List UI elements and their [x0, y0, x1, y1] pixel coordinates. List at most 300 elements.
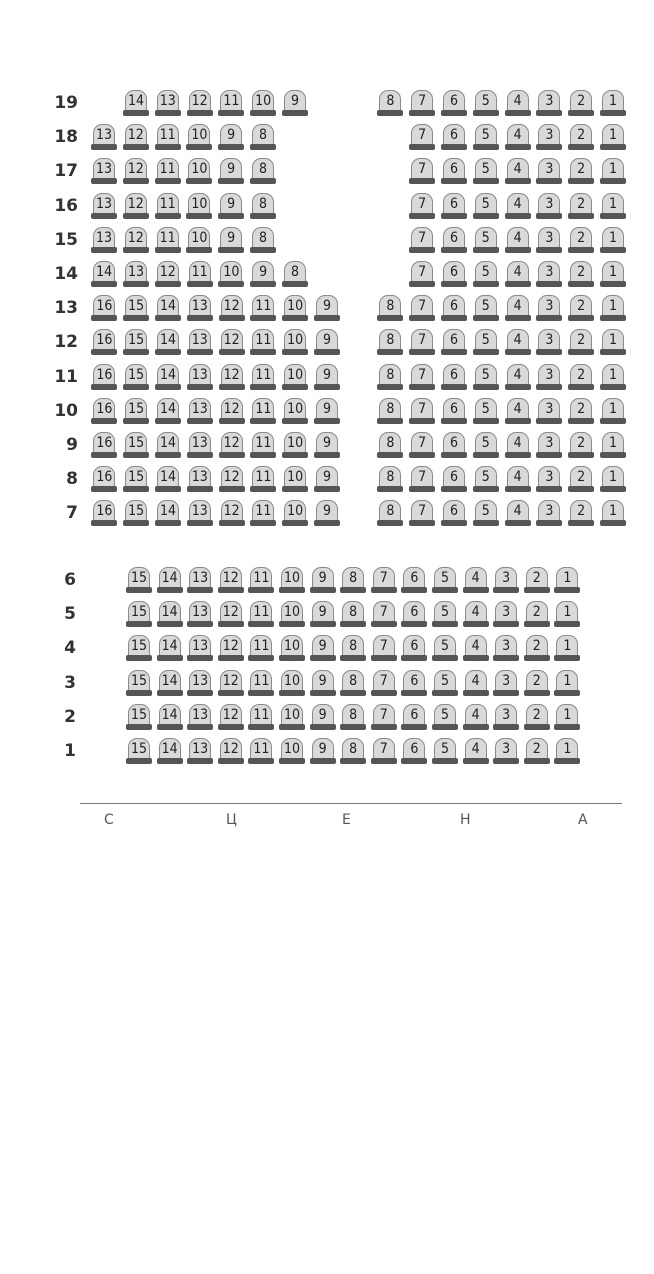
seat[interactable]	[473, 90, 499, 116]
seat[interactable]	[282, 329, 308, 355]
seat[interactable]	[123, 124, 149, 150]
seat[interactable]	[155, 432, 181, 458]
seat[interactable]	[155, 500, 181, 526]
seat[interactable]	[505, 295, 531, 321]
seat[interactable]	[473, 329, 499, 355]
seat[interactable]	[250, 329, 276, 355]
seat[interactable]	[409, 90, 435, 116]
seat[interactable]	[473, 364, 499, 390]
seat[interactable]	[91, 158, 117, 184]
seat[interactable]	[282, 90, 308, 116]
seat[interactable]	[568, 500, 594, 526]
seat[interactable]	[568, 90, 594, 116]
seat[interactable]	[126, 670, 152, 696]
seat[interactable]	[401, 738, 427, 764]
seat[interactable]	[409, 227, 435, 253]
seat[interactable]	[314, 398, 340, 424]
seat[interactable]	[219, 466, 245, 492]
seat[interactable]	[187, 90, 213, 116]
seat[interactable]	[218, 738, 244, 764]
seat[interactable]	[248, 738, 274, 764]
seat[interactable]	[186, 158, 212, 184]
seat[interactable]	[377, 364, 403, 390]
seat[interactable]	[250, 261, 276, 287]
seat[interactable]	[568, 364, 594, 390]
seat[interactable]	[441, 193, 467, 219]
seat[interactable]	[493, 601, 519, 627]
seat[interactable]	[441, 158, 467, 184]
seat[interactable]	[123, 500, 149, 526]
seat[interactable]	[524, 704, 550, 730]
seat[interactable]	[463, 738, 489, 764]
seat[interactable]	[554, 601, 580, 627]
seat[interactable]	[219, 329, 245, 355]
seat[interactable]	[219, 500, 245, 526]
seat[interactable]	[123, 90, 149, 116]
seat[interactable]	[473, 295, 499, 321]
seat[interactable]	[310, 704, 336, 730]
seat[interactable]	[187, 364, 213, 390]
seat[interactable]	[371, 635, 397, 661]
seat[interactable]	[155, 466, 181, 492]
seat[interactable]	[123, 364, 149, 390]
seat[interactable]	[371, 704, 397, 730]
seat[interactable]	[218, 704, 244, 730]
seat[interactable]	[536, 295, 562, 321]
seat[interactable]	[441, 329, 467, 355]
seat[interactable]	[218, 124, 244, 150]
seat-number: 1	[608, 400, 617, 417]
seat[interactable]	[371, 601, 397, 627]
seat[interactable]	[123, 227, 149, 253]
seat[interactable]	[314, 466, 340, 492]
seat[interactable]	[524, 670, 550, 696]
seat[interactable]	[432, 635, 458, 661]
seat[interactable]	[91, 193, 117, 219]
seat[interactable]	[377, 90, 403, 116]
seat[interactable]	[187, 500, 213, 526]
seat[interactable]	[401, 567, 427, 593]
seat[interactable]	[310, 567, 336, 593]
seat[interactable]	[314, 329, 340, 355]
seat[interactable]	[126, 635, 152, 661]
seat[interactable]	[187, 670, 213, 696]
seat[interactable]	[536, 500, 562, 526]
seat[interactable]	[377, 398, 403, 424]
seat[interactable]	[524, 635, 550, 661]
seat[interactable]	[126, 738, 152, 764]
seat[interactable]	[91, 124, 117, 150]
seat[interactable]	[524, 738, 550, 764]
seat-base	[409, 213, 435, 219]
seat[interactable]	[91, 295, 117, 321]
seat[interactable]	[568, 158, 594, 184]
seat[interactable]	[282, 261, 308, 287]
seat[interactable]	[568, 398, 594, 424]
seat[interactable]	[493, 670, 519, 696]
seat[interactable]	[91, 227, 117, 253]
seat[interactable]	[219, 432, 245, 458]
seat[interactable]	[473, 124, 499, 150]
seat[interactable]	[473, 466, 499, 492]
seat[interactable]	[123, 193, 149, 219]
seat[interactable]	[371, 670, 397, 696]
seat[interactable]	[155, 364, 181, 390]
seat[interactable]	[505, 329, 531, 355]
seat[interactable]	[187, 398, 213, 424]
seat[interactable]	[123, 295, 149, 321]
seat[interactable]	[493, 704, 519, 730]
seat[interactable]	[157, 567, 183, 593]
seat[interactable]	[123, 466, 149, 492]
seat[interactable]	[463, 670, 489, 696]
seat[interactable]	[441, 364, 467, 390]
seat-base	[187, 758, 213, 764]
seat-base	[568, 384, 594, 390]
seat[interactable]	[409, 432, 435, 458]
seat[interactable]	[157, 601, 183, 627]
seat[interactable]	[505, 500, 531, 526]
seat[interactable]	[155, 124, 181, 150]
seat[interactable]	[409, 158, 435, 184]
seat[interactable]	[600, 329, 626, 355]
seat[interactable]	[463, 704, 489, 730]
seat[interactable]	[282, 500, 308, 526]
seat[interactable]	[409, 193, 435, 219]
seat[interactable]	[187, 295, 213, 321]
seat[interactable]	[123, 329, 149, 355]
seat[interactable]	[91, 500, 117, 526]
seat[interactable]	[441, 432, 467, 458]
seat[interactable]	[371, 738, 397, 764]
seat[interactable]	[524, 567, 550, 593]
seat[interactable]	[187, 601, 213, 627]
seat[interactable]	[568, 227, 594, 253]
seat[interactable]	[505, 90, 531, 116]
seat[interactable]	[314, 364, 340, 390]
seat[interactable]	[409, 398, 435, 424]
seat-base	[371, 690, 397, 696]
seat[interactable]	[340, 567, 366, 593]
seat[interactable]	[187, 567, 213, 593]
seat[interactable]	[155, 329, 181, 355]
seat[interactable]	[310, 601, 336, 627]
seat[interactable]	[463, 601, 489, 627]
seat[interactable]	[409, 500, 435, 526]
seat[interactable]	[279, 567, 305, 593]
seat[interactable]	[441, 466, 467, 492]
seat[interactable]	[600, 295, 626, 321]
seat[interactable]	[250, 90, 276, 116]
seat[interactable]	[187, 635, 213, 661]
seat[interactable]	[505, 432, 531, 458]
seat[interactable]	[279, 601, 305, 627]
seat[interactable]	[186, 193, 212, 219]
seat[interactable]	[441, 124, 467, 150]
seat[interactable]	[441, 261, 467, 287]
seat[interactable]	[155, 295, 181, 321]
seat[interactable]	[493, 635, 519, 661]
seat[interactable]	[401, 670, 427, 696]
seat[interactable]	[371, 567, 397, 593]
seat[interactable]	[248, 635, 274, 661]
seat[interactable]	[377, 329, 403, 355]
seat[interactable]	[187, 738, 213, 764]
seat[interactable]	[91, 432, 117, 458]
seat[interactable]	[314, 500, 340, 526]
seat[interactable]	[282, 364, 308, 390]
seat[interactable]	[568, 295, 594, 321]
seat[interactable]	[505, 193, 531, 219]
seat[interactable]	[91, 261, 117, 287]
seat[interactable]	[279, 738, 305, 764]
seat[interactable]	[473, 432, 499, 458]
seat[interactable]	[155, 398, 181, 424]
seat[interactable]	[219, 295, 245, 321]
seat[interactable]	[441, 227, 467, 253]
seat[interactable]	[473, 398, 499, 424]
seat[interactable]	[218, 227, 244, 253]
seat[interactable]	[505, 124, 531, 150]
seat[interactable]	[218, 193, 244, 219]
seat[interactable]	[250, 193, 276, 219]
seat[interactable]	[310, 635, 336, 661]
seat[interactable]	[248, 601, 274, 627]
seat[interactable]	[463, 635, 489, 661]
seat[interactable]	[401, 704, 427, 730]
seat[interactable]	[401, 635, 427, 661]
seat[interactable]	[187, 329, 213, 355]
seat[interactable]	[554, 567, 580, 593]
seat[interactable]	[536, 261, 562, 287]
seat[interactable]	[123, 158, 149, 184]
seat[interactable]	[409, 261, 435, 287]
seat[interactable]	[157, 635, 183, 661]
seat[interactable]	[279, 670, 305, 696]
seat[interactable]	[377, 500, 403, 526]
seat[interactable]	[554, 670, 580, 696]
seat-number: 6	[449, 195, 458, 212]
seat[interactable]	[126, 704, 152, 730]
seat-base	[600, 213, 626, 219]
seat[interactable]	[218, 90, 244, 116]
seat[interactable]	[473, 158, 499, 184]
seat[interactable]	[218, 567, 244, 593]
seat[interactable]	[340, 670, 366, 696]
seat[interactable]	[248, 704, 274, 730]
seat[interactable]	[432, 601, 458, 627]
seat-number: 6	[449, 298, 458, 315]
seat[interactable]	[600, 398, 626, 424]
seat[interactable]	[155, 90, 181, 116]
seat[interactable]	[250, 124, 276, 150]
seat[interactable]	[473, 500, 499, 526]
seat[interactable]	[505, 398, 531, 424]
seat[interactable]	[250, 295, 276, 321]
seat[interactable]	[340, 601, 366, 627]
seat-number: 12	[223, 298, 240, 315]
seat[interactable]	[340, 738, 366, 764]
seat[interactable]	[600, 90, 626, 116]
seat[interactable]	[554, 738, 580, 764]
seat-number: 9	[322, 469, 331, 486]
seat[interactable]	[536, 466, 562, 492]
seat-base	[473, 486, 499, 492]
seat[interactable]	[282, 398, 308, 424]
seat[interactable]	[432, 738, 458, 764]
seat[interactable]	[310, 738, 336, 764]
seat[interactable]	[91, 364, 117, 390]
seat[interactable]	[473, 261, 499, 287]
seat[interactable]	[505, 261, 531, 287]
seat[interactable]	[157, 670, 183, 696]
seat[interactable]	[250, 432, 276, 458]
seat[interactable]	[91, 398, 117, 424]
seat[interactable]	[219, 364, 245, 390]
seat[interactable]	[432, 567, 458, 593]
seat[interactable]	[568, 432, 594, 458]
seat[interactable]	[441, 398, 467, 424]
seat[interactable]	[282, 432, 308, 458]
seat[interactable]	[536, 364, 562, 390]
seat[interactable]	[155, 193, 181, 219]
seat[interactable]	[463, 567, 489, 593]
seat[interactable]	[568, 329, 594, 355]
seat[interactable]	[187, 466, 213, 492]
seat-base	[123, 178, 149, 184]
seat[interactable]	[250, 398, 276, 424]
seat[interactable]	[186, 227, 212, 253]
seat[interactable]	[187, 704, 213, 730]
seat[interactable]	[314, 432, 340, 458]
seat[interactable]	[409, 329, 435, 355]
seat[interactable]	[248, 670, 274, 696]
seat[interactable]	[340, 635, 366, 661]
seat[interactable]	[600, 227, 626, 253]
seat[interactable]	[186, 124, 212, 150]
seat[interactable]	[505, 158, 531, 184]
seat[interactable]	[536, 193, 562, 219]
seat-base	[505, 452, 531, 458]
seat[interactable]	[473, 193, 499, 219]
seat[interactable]	[536, 90, 562, 116]
seat[interactable]	[493, 567, 519, 593]
seat[interactable]	[155, 158, 181, 184]
seat[interactable]	[126, 567, 152, 593]
seat[interactable]	[432, 704, 458, 730]
seat[interactable]	[409, 466, 435, 492]
seat[interactable]	[340, 704, 366, 730]
seat[interactable]	[536, 158, 562, 184]
seat[interactable]	[600, 500, 626, 526]
seat[interactable]	[248, 567, 274, 593]
seat[interactable]	[155, 261, 181, 287]
seat[interactable]	[250, 466, 276, 492]
seat[interactable]	[600, 261, 626, 287]
seat[interactable]	[600, 432, 626, 458]
seat[interactable]	[568, 261, 594, 287]
seat[interactable]	[250, 227, 276, 253]
seat[interactable]	[493, 738, 519, 764]
seat[interactable]	[473, 227, 499, 253]
seat[interactable]	[441, 295, 467, 321]
seat[interactable]	[218, 601, 244, 627]
seat[interactable]	[554, 704, 580, 730]
seat[interactable]	[157, 738, 183, 764]
seat[interactable]	[409, 364, 435, 390]
seat[interactable]	[218, 635, 244, 661]
seat[interactable]	[282, 295, 308, 321]
seat[interactable]	[123, 398, 149, 424]
seat[interactable]	[536, 398, 562, 424]
seat[interactable]	[568, 124, 594, 150]
seat[interactable]	[155, 227, 181, 253]
seat[interactable]	[279, 704, 305, 730]
seat[interactable]	[218, 158, 244, 184]
seat[interactable]	[187, 432, 213, 458]
seat[interactable]	[536, 432, 562, 458]
seat[interactable]	[126, 601, 152, 627]
seat[interactable]	[600, 193, 626, 219]
seat[interactable]	[91, 329, 117, 355]
seat[interactable]	[377, 432, 403, 458]
seat[interactable]	[600, 158, 626, 184]
seat[interactable]	[314, 295, 340, 321]
seat[interactable]	[536, 227, 562, 253]
seat[interactable]	[441, 500, 467, 526]
seat[interactable]	[279, 635, 305, 661]
seat[interactable]	[409, 124, 435, 150]
seat[interactable]	[250, 158, 276, 184]
seat-number: 1	[608, 332, 617, 349]
seat[interactable]	[505, 227, 531, 253]
seat-base	[473, 315, 499, 321]
seat[interactable]	[441, 90, 467, 116]
seat-number: 13	[192, 604, 209, 621]
seat[interactable]	[600, 466, 626, 492]
seat[interactable]	[250, 500, 276, 526]
seat[interactable]	[536, 329, 562, 355]
seat[interactable]	[505, 364, 531, 390]
seat-number: 5	[440, 570, 449, 586]
seat[interactable]	[568, 193, 594, 219]
seat[interactable]	[123, 261, 149, 287]
seat[interactable]	[600, 124, 626, 150]
seat[interactable]	[219, 398, 245, 424]
seat[interactable]	[409, 295, 435, 321]
seat[interactable]	[568, 466, 594, 492]
seat[interactable]	[505, 466, 531, 492]
seat[interactable]	[377, 295, 403, 321]
seat[interactable]	[536, 124, 562, 150]
seat[interactable]	[157, 704, 183, 730]
seat[interactable]	[91, 466, 117, 492]
seat[interactable]	[218, 670, 244, 696]
seat[interactable]	[600, 364, 626, 390]
seat-base	[126, 758, 152, 764]
seat[interactable]	[187, 261, 213, 287]
seat[interactable]	[377, 466, 403, 492]
seat[interactable]	[401, 601, 427, 627]
seat[interactable]	[282, 466, 308, 492]
seat[interactable]	[432, 670, 458, 696]
seat[interactable]	[250, 364, 276, 390]
seat[interactable]	[123, 432, 149, 458]
seat[interactable]	[218, 261, 244, 287]
seat[interactable]	[524, 601, 550, 627]
seat[interactable]	[310, 670, 336, 696]
seat[interactable]	[554, 635, 580, 661]
